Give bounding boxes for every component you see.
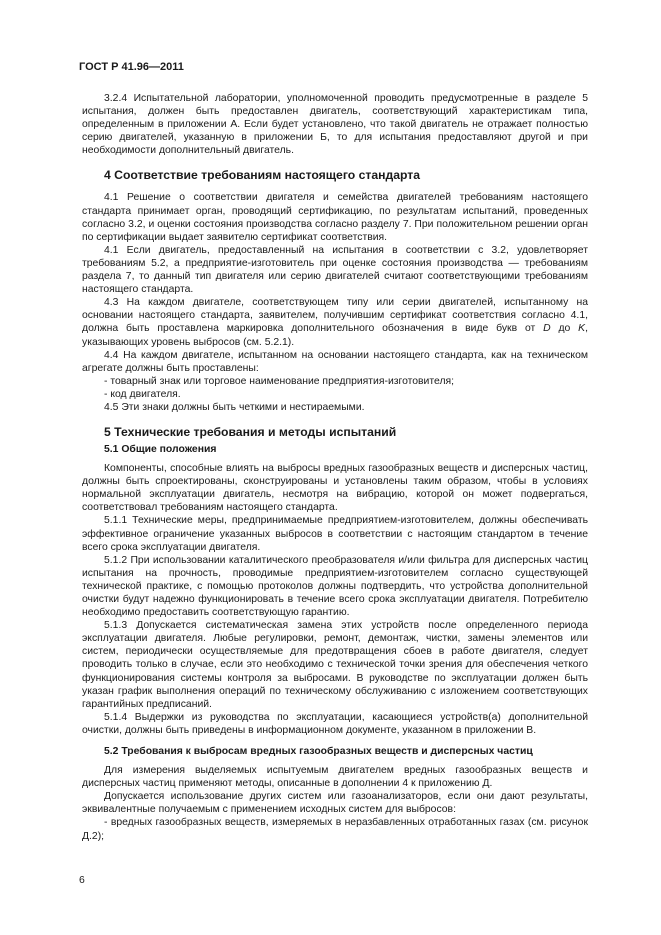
list-item: - товарный знак или торговое наименование предприятия-изготовителя;	[104, 375, 455, 387]
paragraph-5-1-1: 5.1.1 Технические меры, предпринимаемые предприятием-изготовителем, должны обеспечивать эффективное ограничение указанных выбросов в соответствии с настоящим стандартом в течение всего срока эксплуатации двигателя.	[82, 515, 588, 553]
page-number: 6	[79, 875, 85, 886]
paragraph-3-2-4: 3.2.4 Испытательной лаборатории, уполномоченной проводить предусмотренные в разделе 5 испытания, должен быть предоставлен двигатель, соответствующий характеристикам типа, определенным в приложении А. Если будет установлено, что такой двигатель не отражает полностью серию двигателей, указанную в приложении Б, то для испытания предоставляют другой и при необходимости дополнительный двигатель.	[82, 93, 588, 157]
paragraph-5-1: Компоненты, способные влиять на выбросы вредных газообразных веществ и дисперсных частиц, должны быть спроектированы, сконструированы и установлены таким образом, чтобы в условиях нормальной эксплуатации двигатель, несмотря на вибрацию, которой он может подвергаться, соответствовал требованиям настоящего стандарта.	[82, 463, 588, 514]
paragraph-5-2-b: Допускается использование других систем или газоанализаторов, если они дают результаты, эквивалентные получаемым с применением исходных систем для выбросов:	[82, 791, 588, 816]
paragraph-4-5: 4.5 Эти знаки должны быть четкими и нестираемыми.	[104, 401, 365, 413]
paragraph-5-1-3: 5.1.3 Допускается систематическая замена этих устройств после определенного периода эксплуатации двигателя. Любые регулировки, ремонт, демонтаж, чистки, замены элементов или систем, периодически осуществляемые для предотвращения сбоев в работе двигателя, следует проводить только в случае, если это необходимо с технической точки зрения для обеспечения четкого функционирования системы контроля за выбросами. В руководстве по эксплуатации должен быть указан график выполнения операций по техническому обслуживанию с изложением соответствующих гарантийных предписаний.	[82, 620, 588, 710]
list-item: - вредных газообразных веществ, измеряемых в неразбавленных отработанных газах (см. рисунок Д.2);	[82, 817, 588, 842]
paragraph-5-1-4: 5.1.4 Выдержки из руководства по эксплуатации, касающиеся устройств(а) дополнительной очистки, должны быть приведены в информационном документе, указанном в приложении В.	[82, 711, 588, 736]
paragraph-4-1: 4.1 Решение о соответствии двигателя и семейства двигателей требованиям настоящего стандарта принимает орган, проводящий сертификацию, по результатам испытаний, проведенных согласно 3.2, и оценки состояния производства согласно разделу 7. При положительном решении орган по сертификации выдает заявителю сертификат соответствия.	[82, 192, 588, 243]
paragraph-4-3-mid: до	[550, 323, 579, 335]
paragraph-4-3	[82, 296, 588, 348]
list-item: - код двигателя.	[104, 388, 181, 400]
paragraph-4-1-cont: 4.1 Если двигатель, предоставленный на испытания в соответствии с 3.2, удовлетворяет требованиям 5.2, а предприятие-изготовитель при оценке состояния производства — требованиям раздела 7, то данный тип двигателя или серию двигателей считают соответствующими требованиям настоящего стандарта.	[82, 244, 588, 296]
paragraph-5-2: Для измерения выделяемых испытуемым двигателем вредных газообразных веществ и дисперсных частиц применяют методы, описанные в дополнении 4 к приложению Д.	[82, 765, 588, 790]
paragraph-4-4: 4.4 На каждом двигателе, испытанном на основании настоящего стандарта, как на техническом агрегате должны быть проставлены:	[82, 349, 588, 374]
letter-d: D	[543, 323, 551, 335]
standard-header: ГОСТ Р 41.96—2011	[79, 61, 184, 73]
letter-k: K	[578, 323, 586, 335]
section-4-heading: 4 Соответствие требованиям настоящего стандарта	[104, 168, 421, 183]
section-5-1-heading: 5.1 Общие положения	[104, 444, 217, 456]
document-body	[82, 92, 588, 843]
paragraph-5-1-2: 5.1.2 При использовании каталитического преобразователя и/или фильтра для дисперсных частиц испытания на прочность, проводимые предприятием-изготовителем согласно существующей технической практике, с помощью протоколов должны подтвердить, что устройства дополнительной очистки будут надежно функционировать в течение всего срока эксплуатации двигателя. Потребителю необходимо предоставить соответствующую гарантию.	[82, 554, 588, 619]
paragraph-4-3-part-b: , указывающих уровень выбросов (см. 5.2.1).	[82, 323, 588, 348]
section-5-heading: 5 Технические требования и методы испытаний	[104, 425, 397, 440]
section-5-2-heading: 5.2 Требования к выбросам вредных газообразных веществ и дисперсных частиц	[104, 746, 533, 758]
paragraph-4-3-part-a: 4.3 На каждом двигателе, соответствующем типу или серии двигателей, испытанному на основании настоящего стандарта, заявителем, получившим сертификат соответствия согласно 4.1, должна быть проставлена маркировка дополнительного обозначения в виде букв от	[82, 297, 588, 335]
